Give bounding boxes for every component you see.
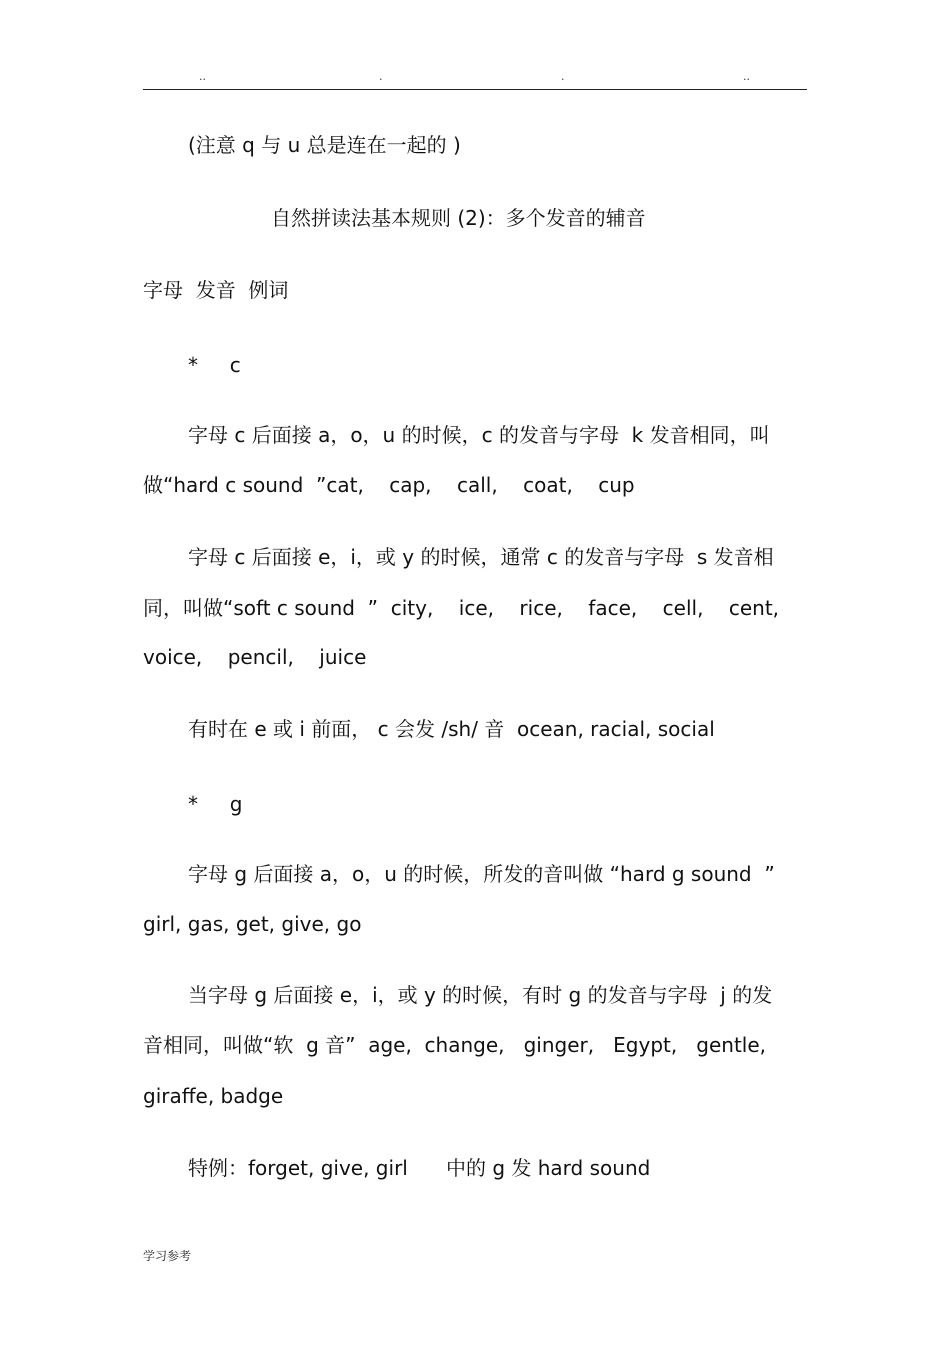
paragraph-line: voice, pencil, juice: [143, 645, 367, 669]
letter-c-heading: * c: [188, 353, 241, 377]
header-mark: .: [561, 70, 565, 83]
paragraph-line: 字母 c 后面接 a，o，u 的时候，c 的发音与字母 k 发音相同，叫: [188, 423, 770, 447]
columns-header: 字母 发音 例词: [143, 278, 289, 302]
paragraph-line: 做“hard c sound ”cat, cap, call, coat, cup: [143, 473, 635, 497]
paragraph-line: 特例：forget, give, girl 中的 g 发 hard sound: [188, 1156, 651, 1180]
header-marks: [143, 70, 807, 84]
letter-g-heading: * g: [188, 792, 243, 816]
footer-label: 学习参考: [143, 1249, 192, 1263]
paragraph-line: giraffe, badge: [143, 1084, 284, 1108]
paragraph-line: 有时在 e 或 i 前面， c 会发 /sh/ 音 ocean, racial, social: [188, 717, 715, 741]
paragraph-line: girl, gas, get, give, go: [143, 912, 362, 936]
header-mark: ..: [743, 70, 750, 83]
note-line: (注意 q 与 u 总是连在一起的 ): [188, 133, 461, 157]
header-rule: [143, 89, 807, 90]
section-title: 自然拼读法基本规则 (2)：多个发音的辅音: [271, 206, 646, 230]
header-mark: .: [379, 70, 383, 83]
paragraph-line: 音相同，叫做“软 g 音” age, change, ginger, Egypt, gentle,: [143, 1033, 767, 1057]
paragraph-line: 字母 c 后面接 e，i，或 y 的时候，通常 c 的发音与字母 s 发音相: [188, 545, 774, 569]
paragraph-line: 当字母 g 后面接 e，i，或 y 的时候，有时 g 的发音与字母 j 的发: [188, 983, 773, 1007]
paragraph-line: 字母 g 后面接 a，o，u 的时候，所发的音叫做 “hard g sound ”: [188, 862, 775, 886]
header-mark: ..: [199, 70, 206, 83]
paragraph-line: 同，叫做“soft c sound ” city, ice, rice, face, cell, cent,: [143, 596, 780, 620]
